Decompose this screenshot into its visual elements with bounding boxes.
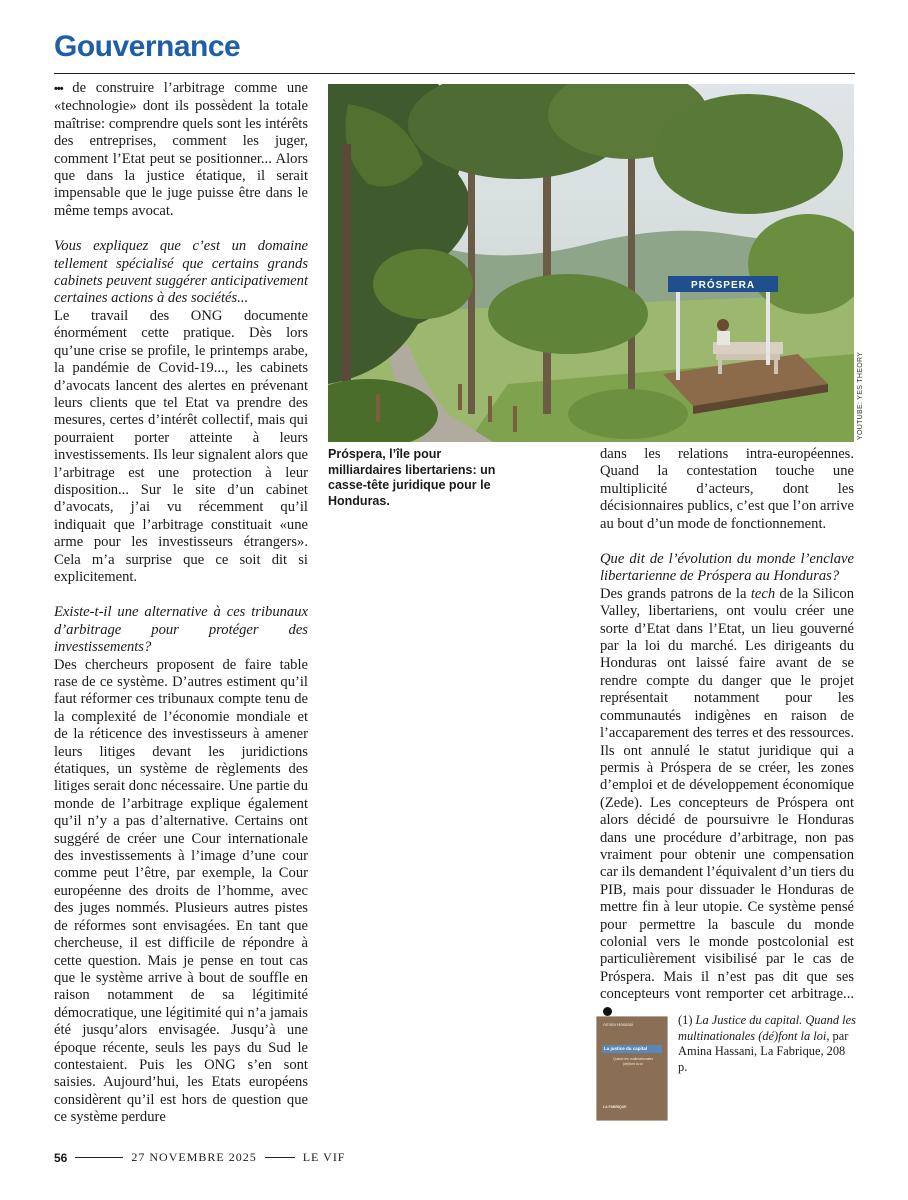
article-photo (328, 84, 854, 442)
issue-date: 27 NOVEMBRE 2025 (131, 1150, 257, 1164)
interview-question: Existe-t-il une alternative à ces tribunaux d’arbitrage pour protéger des investissements? (54, 604, 308, 656)
photo-credit: YOUTUBE: YES THEORY (857, 351, 864, 440)
prospera-sign-text: PRÓSPERA (690, 280, 756, 291)
magazine-name: LE VIF (302, 1150, 346, 1164)
header-rule (54, 73, 855, 74)
end-of-article-dot (603, 1007, 612, 1016)
book-cover-author: Amina Hassani (603, 1022, 634, 1027)
bibliography-note: (1) La Justice du capital. Quand les multinationales (dé)font la loi, par Amina Hassani, La Fabrique, 208 p. (678, 1013, 856, 1074)
section-title: Gouvernance (54, 30, 241, 63)
interview-question: Vous expliquez que c’est un domaine tellement spécialisé que certains grands cabinets peuvent suggérer anticipativement certaines actions à des sociétés... (54, 238, 308, 307)
book-cover (597, 1017, 667, 1120)
continuation-mark: ••• (54, 83, 63, 95)
article-column-3 (600, 446, 854, 1021)
interview-answer: Des chercheurs proposent de faire table rase de ce système. D’autres estiment qu’il faut réformer ces tribunaux compte tenu de la complexité de l’économie mondiale et de la réticence des investisseurs à amener leurs litiges devant les juridictions étatiques, un système de règlements des litiges serait donc nécessaire. Une partie du monde de l’arbitrage explique également qu’il n’y a pas d’alternative. Certains ont suggéré de créer une Cour internationale des investissements à l’image d’une cour comme peut l’être, par exemple, la Cour européenne des droits de l’homme, avec des juges nommés. Plusieurs autres pistes de réformes sont envisagées. En tant que chercheuse, il est difficile de répondre à cette question. Mais je pense en tout cas que le système arrive à bout de souffle en raison notamment de sa légitimité démocratique, une légitimité qui n’a jamais été jusqu’alors envisagée. Jusqu’à une époque récente, seuls les pays du Sud le contestaient. Puis les ONG s’en sont saisies. Aujourd’hui, les Etats européens considèrent qu’il est hors de question que ce système perdure (54, 656, 308, 1126)
interview-answer: Le travail des ONG documente énormément cette pratique. Dès lors qu’une crise se profile, le printemps arabe, la pandémie de Covid-19..., les cabinets d’avocats lancent des alertes en prévenant leurs clients que tel Etat va prendre des mesures, certes d’intérêt collectif, mais qui pourraient porter atteinte à leurs investissements. Ils leur signalent alors que l’arbitrage est une protection à leur disposition... Sur le site d’un cabinet d’avocats, j’ai vu récemment qu’il indiquait que l’arbitrage constituait «une arme pour les investisseurs étrangers». Cela m’a surprise que ce soit dit si explicitement. (54, 307, 308, 585)
footer-divider (75, 1157, 123, 1158)
prospera-photo-illustration (328, 84, 854, 442)
paragraph: ••• de construire l’arbitrage comme une «technologie» dont ils possèdent la totale maîtrise: comprendre quels sont les intérêts des entreprises, comment les juger, comment l’Etat peut se positionner... Alors que dans la justice étatique, il serait impensable que le juge puisse être dans le même temps avocat. (54, 80, 308, 219)
interview-answer: Des grands patrons de la tech de la Silicon Valley, libertariens, ont voulu créer une sorte d’Etat dans l’Etat, un lieu gouverné par la loi du marché. Les dirigeants du Honduras ont laissé faire avant de se rendre compte du danger que le projet représentait notamment pour les communautés indigènes en raison de l’accaparement des terres et des ressources. Ils ont annulé le statut juridique qui a permis à Próspera de se créer, les zones d’emploi et de développement économique (Zede). Les concepteurs de Próspera ont alors décidé de poursuivre le Honduras dans une procédure d’arbitrage, non pas vraiment pour obtenir une compensation car ils demandent l’équivalent d’un tiers du PIB, mais pour dissuader le Honduras de mettre fin à leur utopie. Ce système pensé pour permettre la bascule du monde colonial vers le monde postcolonial est particulièrement visibilisé par le cas de Próspera. Mais il n’est pas dit que ses concepteurs vont remporter cet arbitrage... (600, 586, 854, 1021)
footer-divider (265, 1157, 295, 1158)
page-footer (54, 1150, 345, 1165)
book-cover-title: La justice du capital (604, 1046, 648, 1051)
book-cover-publisher: LA FABRIQUE (603, 1105, 627, 1109)
page-number: 56 (54, 1150, 68, 1165)
book-cover-subtitle: Quand les multinationales (dé)font la loi (612, 1057, 654, 1066)
interview-question: Que dit de l’évolution du monde l’enclave libertarienne de Próspera au Honduras? (600, 551, 854, 585)
article-column-1 (54, 80, 308, 1127)
paragraph: dans les relations intra-européennes. Quand la contestation touche une multiplicité d’acteurs, dont les décisionnaires publics, c’est que l’on arrive au bout d’un mode de fonctionnement. (600, 446, 854, 532)
photo-caption: Próspera, l’île pour milliardaires libertariens: un casse-tête juridique pour le Honduras. (328, 447, 496, 508)
